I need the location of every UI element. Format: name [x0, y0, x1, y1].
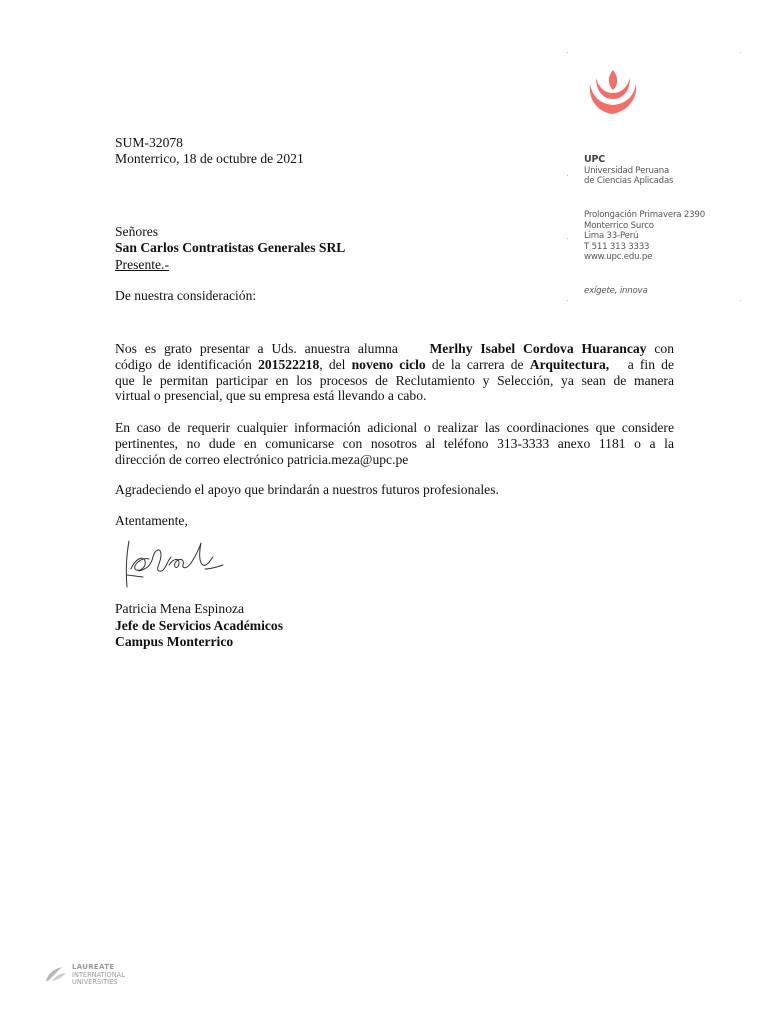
- paragraph-line: [115, 357, 674, 373]
- greeting: De nuestra consideración:: [115, 288, 257, 303]
- text-segment: con: [654, 341, 675, 356]
- text-segment: a fin de: [627, 356, 674, 372]
- institution-website: www.upc.edu.pe: [584, 252, 653, 263]
- institution-address-line2: Monterrico Surco: [584, 220, 654, 231]
- signatory-name: Patricia Mena Espinoza: [115, 601, 245, 616]
- institution-name-line2: de Ciencias Aplicadas: [584, 176, 674, 187]
- upc-logo-icon: [584, 66, 642, 118]
- laureate-sub2: UNIVERSITIES: [72, 978, 118, 986]
- institution-slogan-block: [584, 286, 648, 297]
- margin-mark: [567, 300, 568, 301]
- paragraph-line: En caso de requerir cualquier información adicional o realizar las coordinaciones que considere: [115, 420, 674, 435]
- margin-mark: [567, 175, 568, 176]
- text-segment: Nos es grato presentar a Uds. a: [115, 341, 311, 356]
- recipient-company: San Carlos Contratistas Generales SRL: [115, 240, 346, 255]
- document-reference: SUM-32078: [115, 135, 183, 150]
- margin-mark: [740, 300, 741, 301]
- laureate-sub1: INTERNATIONAL: [72, 970, 125, 979]
- institution-address-line1: Prolongación Primavera 2390: [584, 210, 705, 220]
- institution-name-line1: Universidad Peruana: [584, 165, 670, 176]
- paragraph-line: dirección de correo electrónico patricia.meza@upc.pe: [115, 451, 409, 467]
- laureate-leaf-icon: [44, 963, 68, 983]
- paragraph-line: pertinentes, no dude en comunicarse con nosotros al teléfono 313-3333 anexo 1181 o a la: [115, 435, 674, 451]
- student-name: Merlhy Isabel Cordova Huarancay: [429, 341, 647, 356]
- student-cycle: noveno ciclo: [351, 356, 426, 372]
- text-segment: código de identificación: [115, 356, 252, 372]
- text-segment: nuestra alumna: [310, 341, 398, 356]
- paragraph-line: virtual o presencial, que su empresa está llevando a cabo.: [115, 388, 427, 404]
- signatory-title: Jefe de Servicios Académicos: [115, 618, 283, 633]
- handwritten-signature: [117, 535, 227, 595]
- closing: Atentamente,: [115, 513, 188, 528]
- institution-phone: T 511 313 3333: [584, 241, 650, 252]
- paragraph-line: [115, 341, 674, 357]
- student-id: 201522218: [258, 356, 320, 372]
- signatory-campus: Campus Monterrico: [115, 634, 234, 649]
- recipient-salutation: Señores: [115, 224, 159, 239]
- margin-mark: [567, 238, 568, 239]
- margin-mark: [567, 52, 568, 53]
- margin-mark: [740, 52, 741, 53]
- institution-name-block: [584, 155, 673, 187]
- student-career: Arquitectura,: [529, 356, 610, 372]
- institution-brand: UPC: [584, 154, 606, 165]
- institution-slogan: exígete, innova: [584, 286, 648, 296]
- place-date: Monterrico, 18 de octubre de 2021: [115, 151, 304, 166]
- text-segment: , del: [319, 356, 346, 372]
- paragraph-thanks: Agradeciendo el apoyo que brindarán a nuestros futuros profesionales.: [115, 482, 499, 497]
- paragraph-contact: [115, 420, 674, 467]
- laureate-name: LAUREATE: [72, 963, 115, 971]
- institution-address-line3: Lima 33-Perú: [584, 231, 639, 242]
- recipient-presente: Presente.-: [115, 257, 169, 272]
- laureate-footer-text: [72, 964, 125, 987]
- paragraph-presentation: [115, 341, 674, 404]
- institution-address-block: [584, 210, 705, 263]
- text-segment: de la carrera de: [431, 356, 524, 372]
- paragraph-line: que le permitan participar en los procesos de Reclutamiento y Selección, ya sean de manera: [115, 372, 674, 388]
